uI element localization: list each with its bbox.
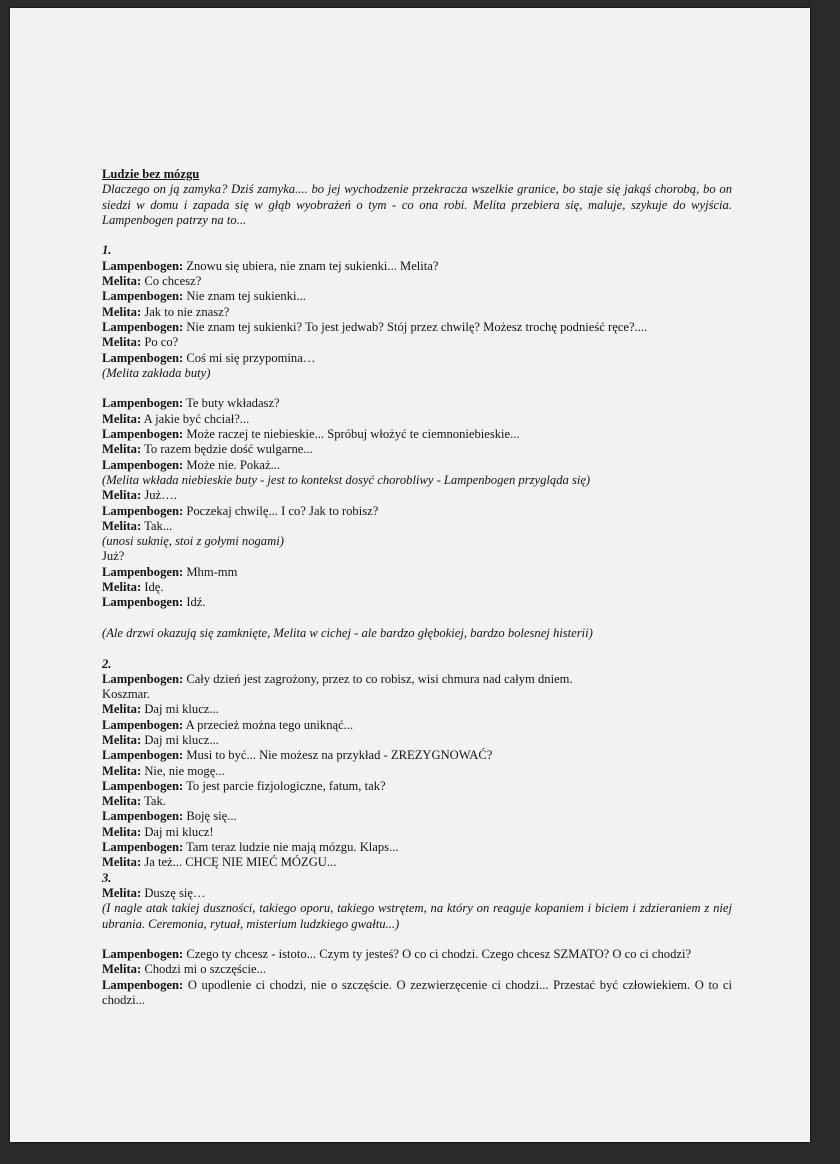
dialogue-line <box>102 595 732 610</box>
dialogue-text: Chodzi mi o szczęście... <box>141 962 267 977</box>
speaker-label: Lampenbogen: <box>102 671 184 686</box>
stage-direction: (Melita wkłada niebieskie buty - jest to kontekst dosyć chorobliwy - Lampenbogen przygląda się) <box>102 472 591 487</box>
dialogue-line <box>102 718 732 733</box>
speaker-label: Melita: <box>102 855 142 870</box>
dialogue-text: Daj mi klucz! <box>141 824 214 839</box>
speaker-label: Lampenbogen: <box>102 564 184 579</box>
dialogue-line <box>102 519 732 534</box>
dialogue-text: Już…. <box>141 488 177 503</box>
dialogue-line <box>102 504 732 519</box>
dialogue-line <box>102 580 732 595</box>
dialogue-line <box>102 672 732 687</box>
speaker-label: Lampenbogen: <box>102 947 184 962</box>
speaker-label: Lampenbogen: <box>102 717 184 732</box>
dialogue-text: Czego ty chcesz - istoto... Czym ty jesteś? O co ci chodzi. Czego chcesz SZMATO? O co ci chodzi? <box>183 947 692 962</box>
speaker-label: Lampenbogen: <box>102 503 184 518</box>
dialogue-text: To jest parcie fizjologiczne, fatum, tak? <box>183 778 386 793</box>
dialogue-text: Idę. <box>141 580 164 595</box>
speaker-label: Melita: <box>102 702 142 717</box>
dialogue-text: A przecież można tego uniknąć... <box>183 717 354 732</box>
speaker-label: Melita: <box>102 794 142 809</box>
speaker-label: Melita: <box>102 411 142 426</box>
dialogue-line <box>102 412 732 427</box>
speaker-label: Lampenbogen: <box>102 809 184 824</box>
plain-line: Już? <box>102 549 125 564</box>
dialogue-line <box>102 748 732 763</box>
dialogue-line <box>102 305 732 320</box>
spacer <box>102 932 732 947</box>
dialogue-text: A jakie być chciał?... <box>141 411 250 426</box>
stage-direction: (Ale drzwi okazują się zamknięte, Melita w cichej - ale bardzo głębokiej, bardzo bolesnej histerii) <box>102 625 593 640</box>
section-number: 1. <box>102 243 112 258</box>
spacer <box>102 611 732 626</box>
dialogue-line <box>102 320 732 335</box>
dialogue-line <box>102 442 732 457</box>
speaker-label: Lampenbogen: <box>102 778 184 793</box>
dialogue-text: O upodlenie ci chodzi, nie o szczęście. O zezwierzęcenie ci chodzi... Przestać być człowiekiem. O to ci chodzi... <box>102 977 732 1008</box>
plain-line: Koszmar. <box>102 687 150 702</box>
dialogue-text: Mhm-mm <box>183 564 238 579</box>
dialogue-line <box>102 289 732 304</box>
speaker-label: Lampenbogen: <box>102 748 184 763</box>
dialogue-text: Nie znam tej sukienki... <box>183 289 306 304</box>
dialogue-line <box>102 840 732 855</box>
speaker-label: Melita: <box>102 824 142 839</box>
dialogue-text: Tam teraz ludzie nie mają mózgu. Klaps... <box>183 840 399 855</box>
speaker-label: Melita: <box>102 488 142 503</box>
speaker-label: Lampenbogen: <box>102 319 184 334</box>
dialogue-text: Może raczej te niebieskie... Spróbuj włożyć te ciemnoniebieskie... <box>183 427 520 442</box>
dialogue-line <box>102 962 732 977</box>
dialogue-line <box>102 259 732 274</box>
speaker-label: Lampenbogen: <box>102 350 184 365</box>
speaker-label: Lampenbogen: <box>102 396 184 411</box>
speaker-label: Melita: <box>102 885 142 900</box>
dialogue-line <box>102 978 732 1009</box>
dialogue-line <box>102 396 732 411</box>
dialogue-line <box>102 733 732 748</box>
document-page <box>10 8 810 1142</box>
dialogue-line <box>102 947 732 962</box>
document-text <box>102 167 732 1008</box>
dialogue-line <box>102 458 732 473</box>
dialogue-line <box>102 488 732 503</box>
dialogue-text: Poczekaj chwilę... I co? Jak to robisz? <box>183 503 379 518</box>
dialogue-line <box>102 565 732 580</box>
dialogue-line <box>102 427 732 442</box>
document-title: Ludzie bez mózgu <box>102 167 200 181</box>
dialogue-text: Może nie. Pokaż... <box>183 457 281 472</box>
dialogue-text: Daj mi klucz... <box>141 732 219 747</box>
dialogue-line <box>102 351 732 366</box>
dialogue-text: Nie znam tej sukienki? To jest jedwab? Stój przez chwilę? Możesz trochę podnieść ręce?.... <box>183 319 648 334</box>
speaker-label: Melita: <box>102 962 142 977</box>
dialogue-line <box>102 764 732 779</box>
dialogue-line <box>102 335 732 350</box>
dialogue-line <box>102 855 732 870</box>
section-number: 3. <box>102 870 112 885</box>
speaker-label: Melita: <box>102 335 142 350</box>
speaker-label: Lampenbogen: <box>102 840 184 855</box>
stage-direction: (I nagle atak takiej duszności, takiego oporu, takiego wstrętem, na który on reaguje kopaniem i biciem i zdzieraniem z niej ubrania. Ceremonia, rytuał, misterium ludzkiego gwałtu...) <box>102 901 732 931</box>
dialogue-line <box>102 886 732 901</box>
speaker-label: Melita: <box>102 518 142 533</box>
dialogue-text: Idź. <box>183 595 206 610</box>
dialogue-text: Znowu się ubiera, nie znam tej sukienki... Melita? <box>183 258 439 273</box>
dialogue-text: To razem będzie dość wulgarne... <box>141 442 313 457</box>
dialogue-line <box>102 779 732 794</box>
speaker-label: Lampenbogen: <box>102 289 184 304</box>
speaker-label: Melita: <box>102 304 142 319</box>
dialogue-text: Daj mi klucz... <box>141 702 219 717</box>
dialogue-text: Po co? <box>141 335 179 350</box>
dialogue-text: Tak. <box>141 794 166 809</box>
dialogue-text: Musi to być... Nie możesz na przykład - ZREZYGNOWAĆ? <box>183 748 493 763</box>
speaker-label: Melita: <box>102 442 142 457</box>
dialogue-text: Boję się... <box>183 809 237 824</box>
intro-stage-direction: Dlaczego on ją zamyka? Dziś zamyka.... bo jej wychodzenie przekracza wszelkie granice, bo staje się jakąś chorobą, bo on siedzi w domu i zapada się w głąb wyobrażeń o tym - co ona robi. Melita przebiera się, maluje, szykuje do wyjścia. Lampenbogen patrzy na to... <box>102 182 732 227</box>
speaker-label: Melita: <box>102 732 142 747</box>
dialogue-text: Coś mi się przypomina… <box>183 350 316 365</box>
stage-direction: (Melita zakłada buty) <box>102 365 211 380</box>
dialogue-text: Jak to nie znasz? <box>141 304 230 319</box>
dialogue-text: Ja też... CHCĘ NIE MIEĆ MÓZGU... <box>141 855 337 870</box>
dialogue-line <box>102 702 732 717</box>
dialogue-line <box>102 809 732 824</box>
speaker-label: Melita: <box>102 763 142 778</box>
dialogue-line <box>102 794 732 809</box>
dialogue-line <box>102 825 732 840</box>
speaker-label: Lampenbogen: <box>102 457 184 472</box>
spacer <box>102 228 732 243</box>
dialogue-text: Duszę się… <box>141 885 206 900</box>
dialogue-text: Nie, nie mogę... <box>141 763 225 778</box>
stage-direction: (unosi suknię, stoi z gołymi nogami) <box>102 534 284 549</box>
speaker-label: Lampenbogen: <box>102 427 184 442</box>
speaker-label: Lampenbogen: <box>102 977 184 992</box>
dialogue-line <box>102 274 732 289</box>
section-number: 2. <box>102 656 112 671</box>
dialogue-text: Te buty wkładasz? <box>183 396 280 411</box>
dialogue-text: Co chcesz? <box>141 274 202 289</box>
speaker-label: Lampenbogen: <box>102 595 184 610</box>
spacer <box>102 381 732 396</box>
speaker-label: Melita: <box>102 580 142 595</box>
speaker-label: Lampenbogen: <box>102 258 184 273</box>
dialogue-text: Cały dzień jest zagrożony, przez to co robisz, wisi chmura nad całym dniem. <box>183 671 573 686</box>
spacer <box>102 641 732 656</box>
speaker-label: Melita: <box>102 274 142 289</box>
dialogue-text: Tak... <box>141 518 173 533</box>
